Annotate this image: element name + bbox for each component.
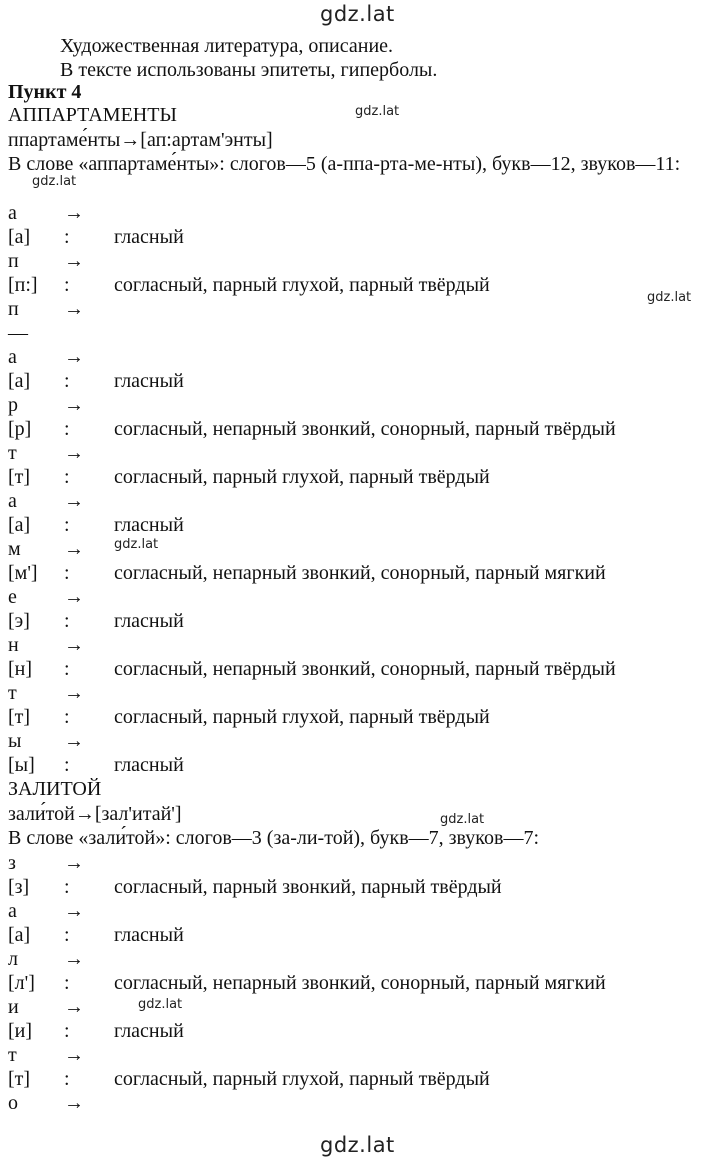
separator-cell: :: [64, 514, 70, 536]
intro-line-2: В тексте использованы эпитеты, гиперболы.: [60, 59, 438, 81]
letter-cell: [м']: [8, 562, 38, 584]
table-row: [8, 273, 708, 297]
letter-cell: н: [8, 634, 19, 656]
separator-cell: :: [64, 418, 70, 440]
letter-cell: т: [8, 1044, 17, 1066]
letter-cell: [а]: [8, 514, 31, 536]
separator-cell: →: [64, 442, 84, 464]
letter-cell: п: [8, 250, 19, 272]
summary-2: В слове «зали́той»: слогов—3 (за-ли-той), букв—7, звуков—7:: [8, 827, 539, 849]
description-cell: согласный, парный глухой, парный твёрдый: [114, 274, 490, 296]
description-cell: гласный: [114, 924, 184, 946]
table-row: [8, 923, 708, 947]
table-row: [8, 633, 708, 657]
description-cell: согласный, парный звонкий, парный твёрдый: [114, 876, 502, 898]
separator-cell: →: [64, 996, 84, 1018]
letter-cell: и: [8, 996, 19, 1018]
table-row: [8, 971, 708, 995]
watermark: gdz.lat: [138, 997, 183, 1012]
letter-cell: т: [8, 442, 17, 464]
letter-cell: а: [8, 490, 17, 512]
section-title: Пункт 4: [8, 81, 82, 103]
table-row: [8, 1019, 708, 1043]
separator-cell: →: [64, 1044, 84, 1066]
separator-cell: :: [64, 1068, 70, 1090]
separator-cell: →: [64, 250, 84, 272]
letter-cell: а: [8, 346, 17, 368]
table-row: [8, 705, 708, 729]
separator-cell: →: [64, 1092, 84, 1114]
table-row: [8, 201, 708, 225]
watermark: gdz.lat: [647, 290, 692, 305]
table-row: [8, 345, 708, 369]
separator-cell: :: [64, 1020, 70, 1042]
description-cell: согласный, непарный звонкий, сонорный, парный мягкий: [114, 562, 606, 584]
table-row: [8, 417, 708, 441]
separator-cell: :: [64, 562, 70, 584]
separator-cell: :: [64, 924, 70, 946]
watermark: gdz.lat: [114, 537, 159, 552]
table-row: [8, 369, 708, 393]
transcription-1: ппартаме́нты→[ап:артам'энты]: [8, 129, 273, 151]
table-row: [8, 561, 708, 585]
table-row: [8, 753, 708, 777]
table-row: [8, 729, 708, 753]
table-row: [8, 947, 708, 971]
separator-cell: →: [64, 586, 84, 608]
letter-cell: [а]: [8, 226, 31, 248]
table-row: [8, 393, 708, 417]
letter-cell: ы: [8, 730, 22, 752]
word-title-1: АППАРТАМЕНТЫ: [8, 104, 177, 126]
separator-cell: :: [64, 972, 70, 994]
description-cell: согласный, парный глухой, парный твёрдый: [114, 466, 490, 488]
letter-cell: п: [8, 298, 19, 320]
description-cell: согласный, парный глухой, парный твёрдый: [114, 1068, 490, 1090]
description-cell: гласный: [114, 754, 184, 776]
table-row: [8, 1067, 708, 1091]
letter-cell: [и]: [8, 1020, 33, 1042]
table-row: [8, 249, 708, 273]
letter-cell: а: [8, 202, 17, 224]
word-title-2: ЗАЛИТОЙ: [8, 778, 102, 800]
description-cell: гласный: [114, 610, 184, 632]
letter-cell: [а]: [8, 924, 31, 946]
separator-cell: →: [64, 202, 84, 224]
watermark-bottom: gdz.lat: [320, 1133, 395, 1157]
letter-cell: [з]: [8, 876, 30, 898]
letter-cell: м: [8, 538, 21, 560]
separator-cell: →: [64, 852, 84, 874]
description-cell: гласный: [114, 370, 184, 392]
table-row: [8, 441, 708, 465]
separator-cell: :: [64, 226, 70, 248]
table-row: [8, 321, 708, 345]
separator-cell: →: [64, 730, 84, 752]
description-cell: согласный, непарный звонкий, сонорный, парный мягкий: [114, 972, 606, 994]
letter-cell: е: [8, 586, 17, 608]
table-row: [8, 875, 708, 899]
table-row: [8, 225, 708, 249]
table-row: [8, 899, 708, 923]
separator-cell: :: [64, 876, 70, 898]
separator-cell: :: [64, 466, 70, 488]
table-row: [8, 657, 708, 681]
letter-cell: о: [8, 1092, 18, 1114]
description-cell: согласный, парный глухой, парный твёрдый: [114, 706, 490, 728]
table-row: [8, 297, 708, 321]
transcription-2: зали́той→[зал'итай']: [8, 803, 182, 825]
watermark-top: gdz.lat: [320, 2, 395, 26]
watermark: gdz.lat: [355, 104, 400, 119]
separator-cell: →: [64, 346, 84, 368]
watermark: gdz.lat: [440, 812, 485, 827]
description-cell: гласный: [114, 514, 184, 536]
letter-cell: [т]: [8, 706, 31, 728]
summary-1: В слове «аппартаме́нты»: слогов—5 (а-ппа-рта-ме-нты), букв—12, звуков—11:: [8, 153, 681, 175]
letter-cell: [а]: [8, 370, 31, 392]
separator-cell: :: [64, 706, 70, 728]
separator-cell: →: [64, 682, 84, 704]
table-row: [8, 1043, 708, 1067]
separator-cell: :: [64, 754, 70, 776]
letter-cell: [т]: [8, 466, 31, 488]
separator-cell: :: [64, 370, 70, 392]
table-row: [8, 609, 708, 633]
table-row: [8, 465, 708, 489]
table-row: [8, 585, 708, 609]
table-row: [8, 489, 708, 513]
separator-cell: →: [64, 538, 84, 560]
separator-cell: :: [64, 274, 70, 296]
table-row: [8, 537, 708, 561]
letter-cell: а: [8, 900, 17, 922]
letter-cell: [э]: [8, 610, 30, 632]
letter-cell: [р]: [8, 418, 32, 440]
letter-cell: з: [8, 852, 16, 874]
watermark: gdz.lat: [32, 174, 77, 189]
description-cell: гласный: [114, 1020, 184, 1042]
letter-cell: [ы]: [8, 754, 35, 776]
letter-cell: [л']: [8, 972, 35, 994]
separator-cell: →: [64, 634, 84, 656]
intro-line-1: Художественная литература, описание.: [60, 35, 394, 57]
separator-cell: →: [64, 948, 84, 970]
separator-cell: :: [64, 658, 70, 680]
letter-cell: [н]: [8, 658, 33, 680]
table-row: [8, 513, 708, 537]
separator-cell: →: [64, 900, 84, 922]
letter-cell: —: [8, 322, 28, 344]
letter-cell: [п:]: [8, 274, 38, 296]
table-row: [8, 851, 708, 875]
description-cell: согласный, непарный звонкий, сонорный, парный твёрдый: [114, 418, 616, 440]
separator-cell: →: [64, 394, 84, 416]
letter-cell: [т]: [8, 1068, 31, 1090]
letter-cell: т: [8, 682, 17, 704]
separator-cell: →: [64, 490, 84, 512]
letter-cell: л: [8, 948, 18, 970]
table-row: [8, 681, 708, 705]
separator-cell: →: [64, 298, 84, 320]
table-row: [8, 1091, 708, 1115]
description-cell: согласный, непарный звонкий, сонорный, парный твёрдый: [114, 658, 616, 680]
table-row: [8, 995, 708, 1019]
description-cell: гласный: [114, 226, 184, 248]
letter-cell: р: [8, 394, 18, 416]
separator-cell: :: [64, 610, 70, 632]
